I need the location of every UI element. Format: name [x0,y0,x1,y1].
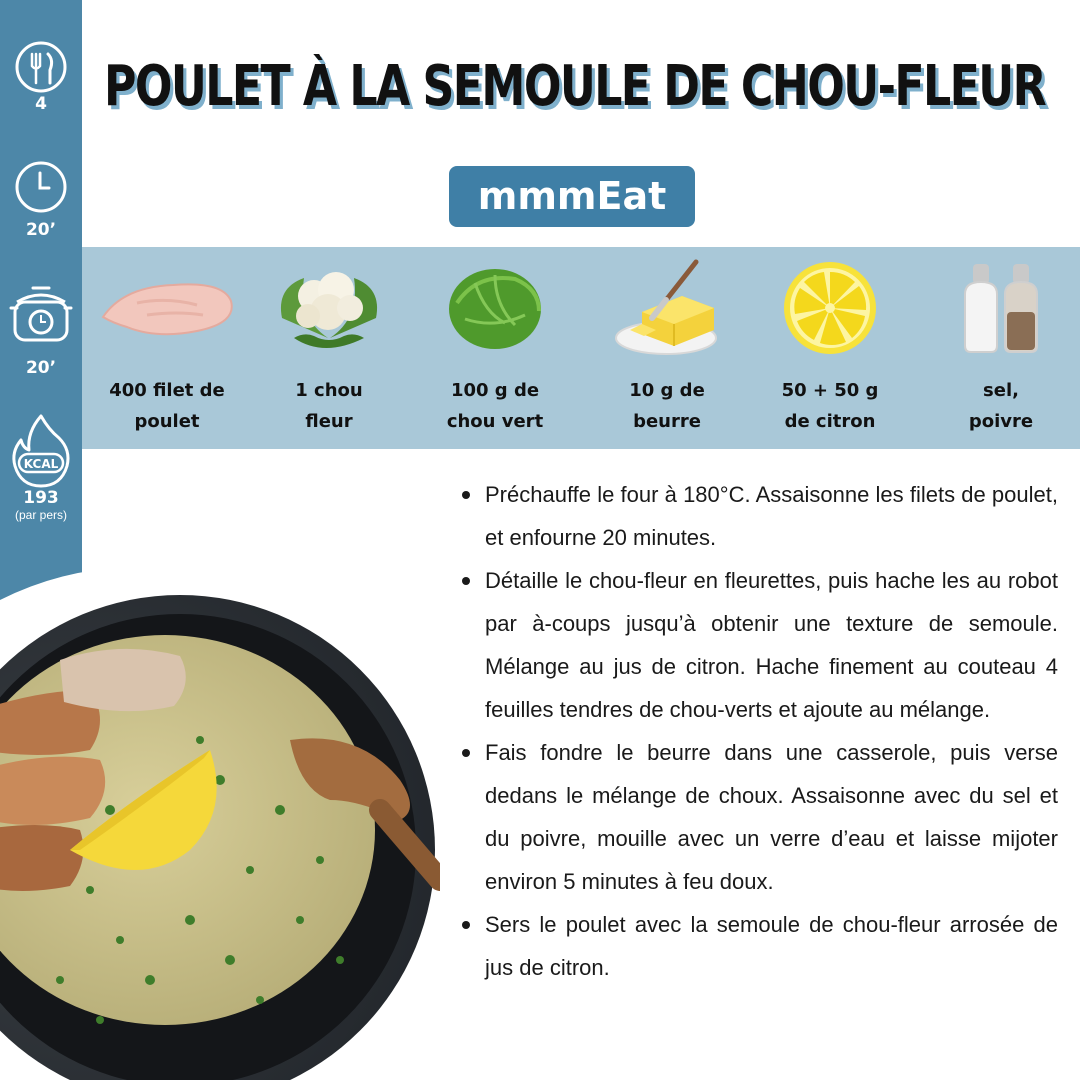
ingredient-name: chou vert [446,411,544,432]
ingredient-item [82,247,252,449]
ingredient-name: poivre [968,411,1034,432]
ingredient-quantity: 100 g de [450,380,540,401]
kcal-flame-icon [9,412,73,488]
step-item: Détaille le chou-fleur en fleurettes, puis hache les au robot par à-coups jusqu’à obtenir une texture de semoule. Mélange au jus de citron. Hache finement au couteau 4 feuilles tendres de chou-verts et ajoute au mélange. [458,559,1058,731]
cooker-icon [9,282,73,346]
ingredient-item [244,247,414,449]
brand-logo: mmmEat [449,166,695,227]
ingredient-name: fleur [305,411,353,432]
ingredient-quantity: sel, [983,380,1019,401]
salt-pepper-icon [951,260,1051,356]
green-cabbage-icon [445,263,545,353]
calories-value: 193 [23,488,59,508]
ingredient-name: poulet [134,411,200,432]
kcal-badge-text: KCAL [23,457,59,471]
step-item: Fais fondre le beurre dans une casserole, puis verse dedans le mélange de choux. Assaisonne avec du sel et du poivre, mouille avec un verre d’eau et laisse mijoter environ 5 minutes à feu doux. [458,731,1058,903]
ingredient-item [410,247,580,449]
ingredient-item [745,247,915,449]
dish-photo [0,560,440,1080]
lemon-icon [780,258,880,358]
preparation-steps [458,473,1058,989]
step-item: Préchauffe le four à 180°C. Assaisonne les filets de poulet, et enfourne 20 minutes. [458,473,1058,559]
prep-time-value: 20’ [25,220,57,240]
ingredient-quantity: 10 g de [629,380,705,401]
ingredient-name: de citron [784,411,876,432]
ingredient-quantity: 400 filet de [109,380,225,401]
calories-info [0,412,82,522]
servings-info [0,40,82,114]
ingredient-name: beurre [633,411,701,432]
cook-time-value: 20’ [25,358,57,378]
prep-time-info [0,160,82,240]
clock-icon [14,160,68,214]
ingredient-quantity: 1 chou [295,380,363,401]
butter-icon [612,256,722,360]
servings-value: 4 [35,94,47,114]
ingredient-item [916,247,1080,449]
recipe-title: POULET À LA SEMOULE DE CHOU-FLEUR [104,54,1046,119]
step-item: Sers le poulet avec la semoule de chou-fleur arrosée de jus de citron. [458,903,1058,989]
chicken-breast-icon [97,273,237,343]
ingredients-band [82,247,1080,449]
cauliflower-icon [274,258,384,358]
ingredient-quantity: 50 + 50 g [781,380,879,401]
calories-unit: (par pers) [14,508,67,522]
recipe-info-sidebar [0,0,82,610]
cook-time-info [0,282,82,378]
fork-knife-icon [14,40,68,94]
ingredient-item [582,247,752,449]
